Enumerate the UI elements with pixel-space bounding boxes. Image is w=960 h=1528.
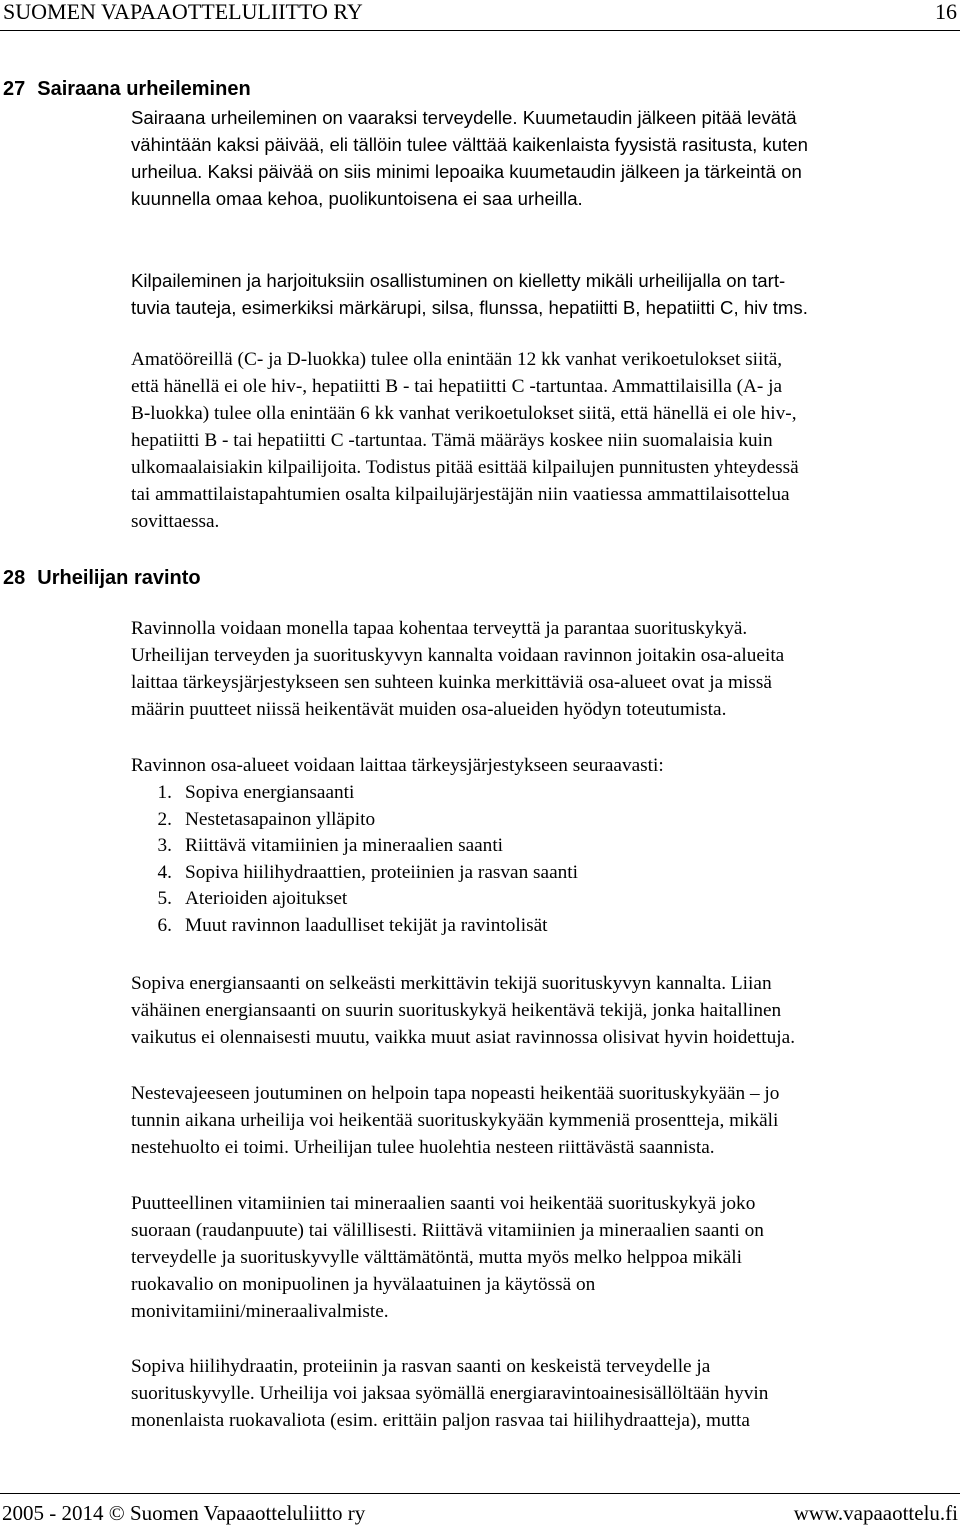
- list-item: [131, 779, 960, 806]
- section-28-paragraph-3: [131, 1080, 960, 1161]
- footer-copyright: 2005 - 2014 © Suomen Vapaaotteluliitto ry: [2, 1501, 366, 1525]
- section-27-paragraph-2: [131, 267, 960, 321]
- text-line: Sopiva hiilihydraatin, proteiinin ja rasvan saanti on keskeistä terveydelle ja: [131, 1356, 711, 1377]
- list-item-number: 1.: [157, 782, 172, 803]
- text-line: määrin puutteet niissä heikentävät muiden osa-alueiden hyödyn toteutumista.: [131, 699, 727, 720]
- section-27-paragraph-3: [131, 346, 960, 535]
- section-27-paragraph-1: [131, 104, 960, 212]
- section-27-number: 27: [3, 78, 26, 100]
- list-item: [131, 859, 960, 886]
- text-line: terveydelle ja suorituskyvylle välttämätöntä, mutta myös melko helppoa mikäli: [131, 1247, 742, 1268]
- list-item-text: Sopiva hiilihydraattien, proteiinien ja rasvan saanti: [185, 861, 579, 883]
- page-footer: [0, 1493, 960, 1528]
- header-page-number: 16: [935, 0, 957, 24]
- text-line: B-luokka) tulee olla enintään 6 kk vanhat verikoetulokset siitä, että hänellä ei ole hiv-,: [131, 403, 797, 424]
- text-line: Sairaana urheileminen on vaaraksi terveydelle. Kuumetaudin jälkeen pitää levätä: [131, 107, 797, 128]
- text-line: tai ammattilaistapahtumien osalta kilpailujärjestäjän niin vaatiessa ammattilaisottelua: [131, 484, 790, 505]
- section-28-title: Urheilijan ravinto: [37, 567, 201, 589]
- list-item-text: Aterioiden ajoitukset: [185, 888, 348, 909]
- text-line: Ravinnolla voidaan monella tapaa kohentaa terveyttä ja parantaa suorituskykyä.: [131, 618, 748, 639]
- section-28-paragraph-4: [131, 1190, 960, 1325]
- section-28-paragraph-5: [131, 1353, 960, 1434]
- text-line: Amatööreillä (C- ja D-luokka) tulee olla enintään 12 kk vanhat verikoetulokset siitä,: [131, 349, 783, 370]
- list-item-number: 3.: [157, 835, 172, 856]
- list-item-text: Sopiva energiansaanti: [185, 782, 355, 803]
- section-28-number: 28: [3, 567, 26, 589]
- text-line: nestehuolto ei toimi. Urheilijan tulee huolehtia nesteen riittävästä saannista.: [131, 1137, 715, 1158]
- list-item-number: 2.: [157, 808, 172, 830]
- section-27-title: Sairaana urheileminen: [37, 78, 251, 100]
- text-line: tuvia tauteja, esimerkiksi märkärupi, silsa, flunssa, hepatiitti B, hepatiitti C, hiv tms.: [131, 297, 808, 318]
- text-line: tunnin aikana urheilija voi heikentää suorituskykyään kymmeniä prosentteja, mikäli: [131, 1110, 779, 1131]
- page-header: [0, 0, 960, 31]
- list-item-number: 5.: [157, 888, 172, 909]
- text-line: vaikutus ei olennaisesti muutu, vaikka muut asiat ravinnossa olisivat hyvin hoidettuja.: [131, 1027, 796, 1048]
- section-27-heading: [3, 76, 251, 102]
- text-line: hepatiitti B - tai hepatiitti C -tartuntaa. Tämä määräys koskee niin suomalaisia kuin: [131, 430, 773, 451]
- list-intro: Ravinnon osa-alueet voidaan laittaa tärkeysjärjestykseen seuraavasti:: [131, 755, 664, 776]
- text-line: kuunnella omaa kehoa, puolikuntoisena ei saa urheilla.: [131, 188, 583, 209]
- text-line: ruokavalio on monipuolinen ja hyvälaatuinen ja käytössä on: [131, 1274, 596, 1295]
- list-item: [131, 912, 960, 939]
- nutrition-priority-list: [131, 752, 960, 938]
- text-line: Puutteellinen vitamiinien tai mineraalien saanti voi heikentää suorituskykyä joko: [131, 1193, 756, 1214]
- text-line: Kilpaileminen ja harjoituksiin osallistuminen on kielletty mikäli urheilijalla on tart-: [131, 270, 786, 291]
- text-line: ulkomaalaisiakin kilpailijoita. Todistus pitää esittää kilpailujen punnitusten yhteydessä: [131, 457, 799, 478]
- list-item-number: 4.: [157, 861, 172, 883]
- section-28-heading: [3, 565, 201, 591]
- header-org-name: SUOMEN VAPAAOTTELULIITTO RY: [3, 0, 363, 24]
- text-line: vähintään kaksi päivää, eli tällöin tulee välttää kaikenlaista fyysistä rasitusta, kuten: [131, 134, 808, 155]
- text-line: että hänellä ei ole hiv-, hepatiitti B - tai hepatiitti C -tartuntaa. Ammattilaisilla (A- ja: [131, 376, 783, 397]
- list-item-text: Muut ravinnon laadulliset tekijät ja ravintolisät: [185, 914, 548, 936]
- text-line: suorituskyvylle. Urheilija voi jaksaa syömällä energiaravintoainesisällöltään hyvin: [131, 1383, 769, 1404]
- list-item: [131, 885, 960, 912]
- text-line: monenlaista ruokavaliota (esim. erittäin paljon rasvaa tai hiilihydraatteja), mutta: [131, 1410, 750, 1431]
- text-line: suoraan (raudanpuute) tai välillisesti. Riittävä vitamiinien ja mineraalien saanti on: [131, 1220, 764, 1241]
- section-28-paragraph-2: [131, 970, 960, 1051]
- text-line: vähäinen energiansaanti on suurin suorituskykyä heikentävä tekijä, jonka haitallinen: [131, 1000, 782, 1021]
- text-line: Urheilijan terveyden ja suorituskyvyn kannalta voidaan ravinnon joitakin osa-alueita: [131, 645, 785, 666]
- list-item-text: Riittävä vitamiinien ja mineraalien saanti: [185, 835, 504, 856]
- section-28-paragraph-1: [131, 615, 960, 723]
- text-line: Sopiva energiansaanti on selkeästi merkittävin tekijä suorituskyvyn kannalta. Liian: [131, 973, 772, 994]
- text-line: Nestevajeeseen joutuminen on helpoin tapa nopeasti heikentää suorituskykyään – jo: [131, 1083, 780, 1104]
- text-line: monivitamiini/mineraalivalmiste.: [131, 1301, 389, 1322]
- text-line: laittaa tärkeysjärjestykseen sen suhteen kuinka merkittäviä osa-alueet ovat ja missä: [131, 672, 772, 693]
- list-item-text: Nestetasapainon ylläpito: [185, 808, 376, 830]
- list-item: [131, 832, 960, 859]
- list-item: [131, 806, 960, 833]
- list-item-number: 6.: [157, 914, 172, 936]
- text-line: sovittaessa.: [131, 511, 220, 532]
- footer-website-link[interactable]: www.vapaaottelu.fi: [793, 1501, 958, 1525]
- text-line: urheilua. Kaksi päivää on siis minimi lepoaika kuumetaudin jälkeen ja tärkeintä on: [131, 161, 802, 182]
